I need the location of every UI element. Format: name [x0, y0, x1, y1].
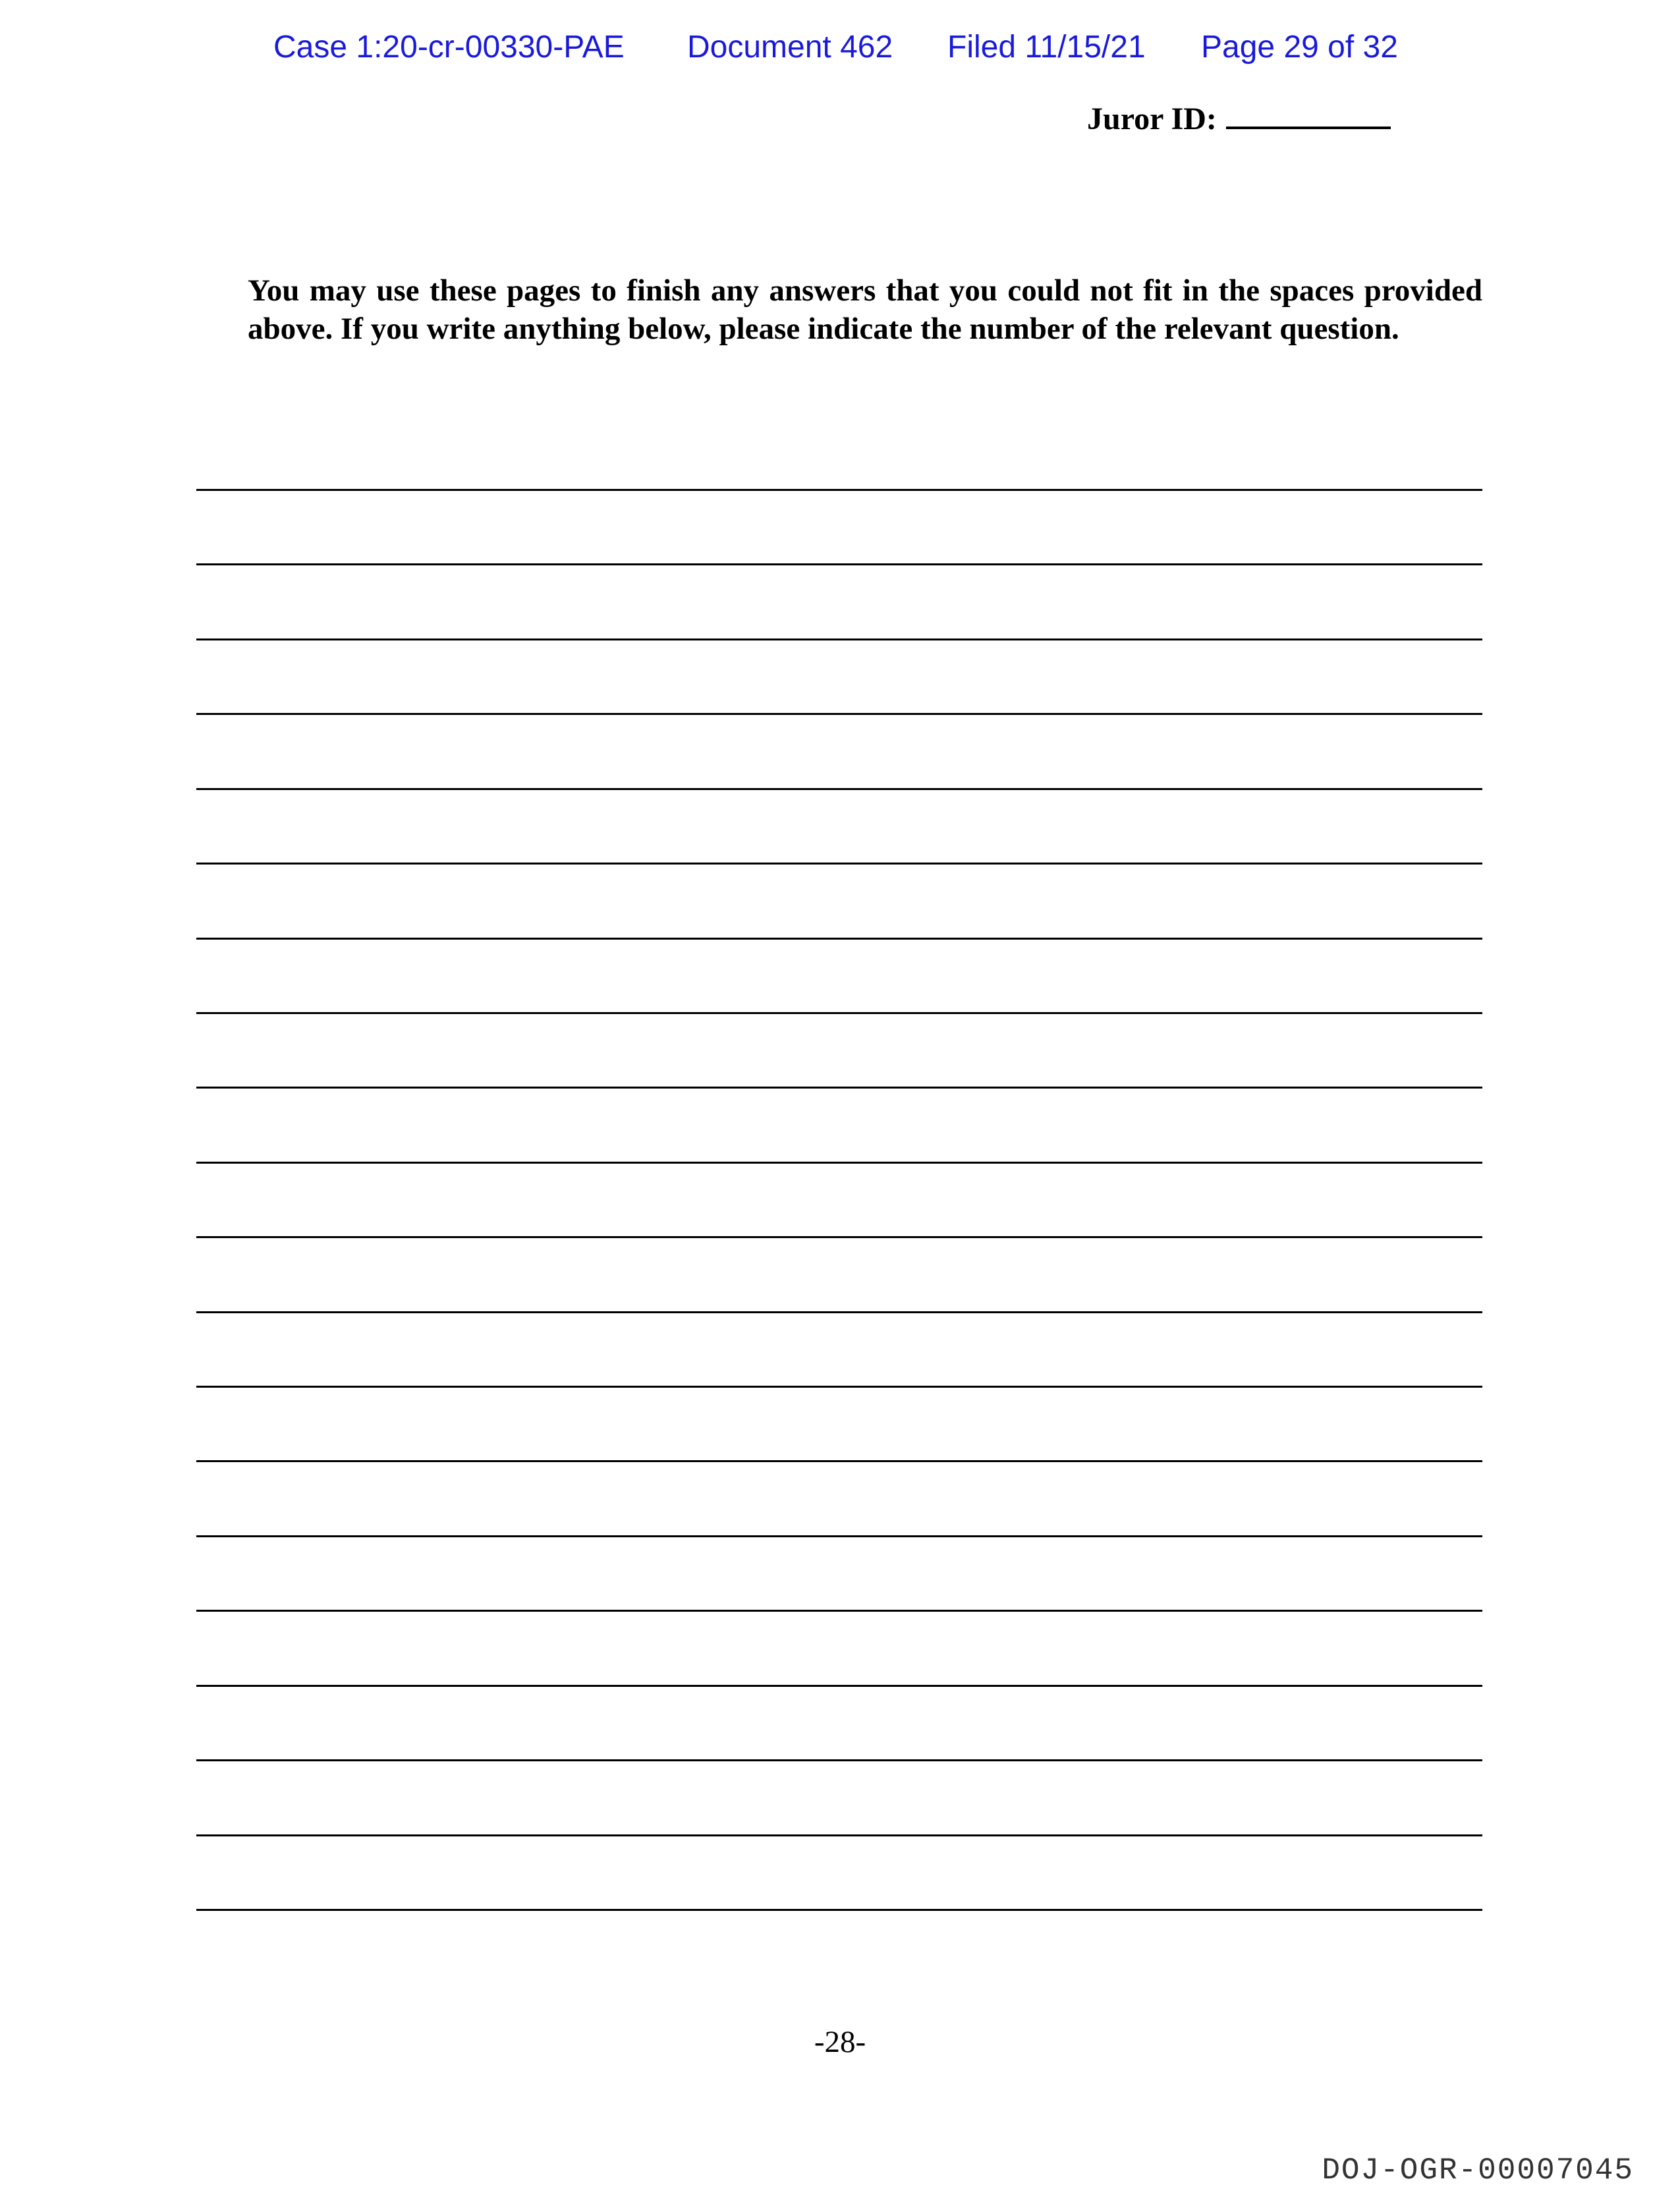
answer-line[interactable] [196, 1162, 1482, 1164]
answer-line[interactable] [196, 638, 1482, 640]
ecf-case-number: Case 1:20-cr-00330-PAE [273, 30, 625, 65]
answer-line[interactable] [196, 1685, 1482, 1687]
answer-line[interactable] [196, 1610, 1482, 1612]
answer-line[interactable] [196, 563, 1482, 565]
answer-line[interactable] [196, 1311, 1482, 1313]
ecf-header [0, 29, 1680, 75]
juror-id-blank[interactable] [1226, 100, 1391, 129]
answer-line[interactable] [196, 1012, 1482, 1014]
answer-line[interactable] [196, 1759, 1482, 1761]
juror-id-field [1087, 100, 1391, 137]
answer-line[interactable] [196, 938, 1482, 940]
instructions-text: You may use these pages to finish any answers that you could not fit in the spaces provided above. If you write anything below, please indicate the number of the relevant question. [248, 273, 1482, 346]
answer-line[interactable] [196, 1909, 1482, 1911]
ecf-page-count: Page 29 of 32 [1201, 30, 1398, 65]
juror-id-label: Juror ID: [1087, 101, 1217, 136]
answer-line[interactable] [196, 788, 1482, 790]
answer-line[interactable] [196, 1535, 1482, 1537]
answer-line[interactable] [196, 863, 1482, 865]
answer-line[interactable] [196, 1386, 1482, 1388]
ecf-filed-date: Filed 11/15/21 [947, 30, 1146, 65]
answer-line[interactable] [196, 1834, 1482, 1836]
answer-line[interactable] [196, 489, 1482, 491]
answer-line[interactable] [196, 1236, 1482, 1238]
ecf-document-number: Document 462 [687, 30, 893, 65]
page-number: -28- [814, 2025, 866, 2059]
answer-line[interactable] [196, 1460, 1482, 1462]
bates-number: DOJ-OGR-00007045 [1322, 2153, 1634, 2188]
answer-line[interactable] [196, 1087, 1482, 1089]
answer-line[interactable] [196, 713, 1482, 715]
